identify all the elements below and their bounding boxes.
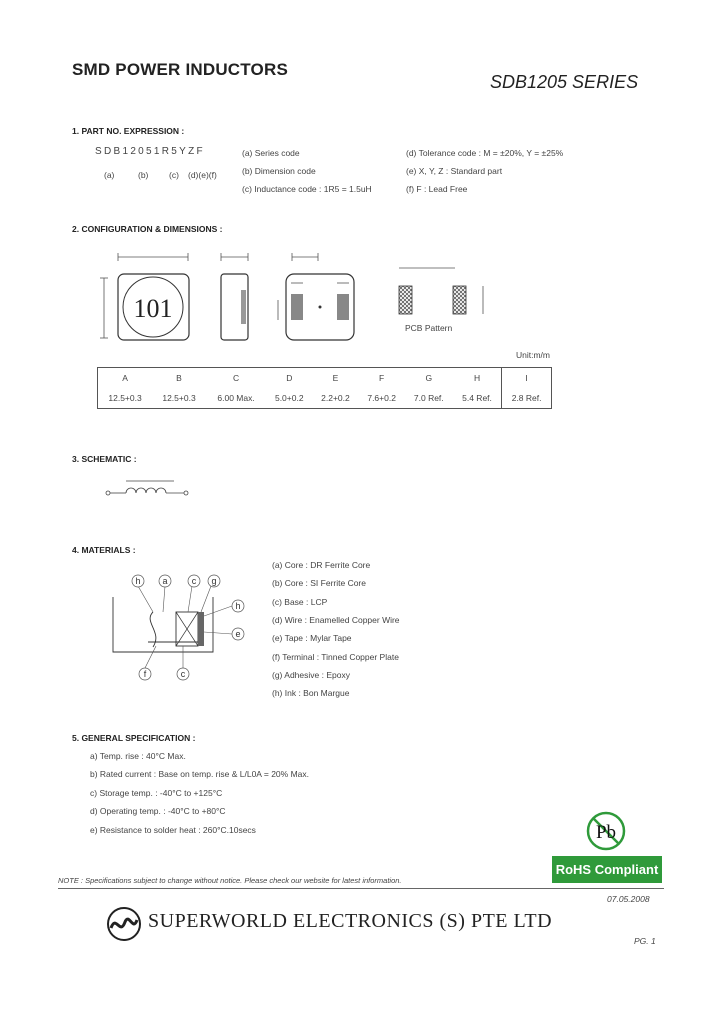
part-desc-c: (c) Inductance code : 1R5 = 1.5uH — [242, 184, 372, 194]
table-cell: D — [286, 373, 293, 383]
callout-h2: h — [235, 601, 241, 611]
spec-item: b) Rated current : Base on temp. rise & L/L0A = 20% Max. — [90, 769, 309, 779]
table-cell: H — [473, 373, 481, 383]
bottom-view-drawing — [270, 250, 360, 345]
part-desc-b: (b) Dimension code — [242, 166, 316, 176]
document-title: SMD POWER INDUCTORS — [72, 60, 288, 79]
footer-divider — [58, 888, 664, 889]
spec-item: e) Resistance to solder heat : 260°C.10secs — [90, 825, 256, 835]
config-heading: 2. CONFIGURATION & DIMENSIONS : — [72, 224, 223, 234]
table-cell: 6.00 Max. — [217, 393, 255, 403]
table-cell: E — [332, 373, 339, 383]
material-item: (h) Ink : Bon Margue — [272, 688, 350, 698]
table-cell: G — [425, 373, 433, 383]
callout-a: a — [162, 576, 168, 586]
footer-note: NOTE : Specifications subject to change without notice. Please check our website for latest information. — [58, 876, 402, 885]
general-heading: 5. GENERAL SPECIFICATION : — [72, 733, 196, 743]
table-cell: 7.6+0.2 — [367, 393, 396, 403]
materials-heading: 4. MATERIALS : — [72, 545, 136, 555]
table-cell: A — [122, 373, 128, 383]
material-item: (c) Base : LCP — [272, 597, 328, 607]
table-cell: 5.4 Ref. — [462, 393, 492, 403]
material-item: (e) Tape : Mylar Tape — [272, 633, 352, 643]
table-cell: 7.0 Ref. — [413, 393, 444, 403]
page-number: PG. 1 — [634, 936, 656, 946]
series-name: SDB1205 SERIES — [490, 72, 639, 92]
side-view-drawing — [215, 250, 255, 345]
schematic-heading: 3. SCHEMATIC : — [72, 454, 137, 464]
table-cell: C — [232, 373, 240, 383]
material-item: (d) Wire : Enamelled Copper Wire — [272, 615, 400, 625]
table-row — [98, 388, 552, 409]
part-desc-f: (f) F : Lead Free — [406, 184, 468, 194]
dimension-table — [97, 367, 552, 409]
material-item: (b) Core : SI Ferrite Core — [272, 578, 366, 588]
table-cell: 12.5+0.3 — [108, 393, 142, 403]
part-label-b: (b) — [138, 170, 149, 180]
callout-c2: c — [180, 669, 186, 679]
material-item: (a) Core : DR Ferrite Core — [272, 560, 371, 570]
spec-item: a) Temp. rise : 40°C Max. — [90, 751, 186, 761]
table-cell: 5.0+0.2 — [274, 393, 304, 403]
part-no-code: SDB12051R5YZF — [95, 146, 205, 157]
table-cell: F — [379, 373, 385, 383]
part-desc-e: (e) X, Y, Z : Standard part — [406, 166, 503, 176]
unit-label: Unit:m/m — [516, 350, 550, 360]
rohs-badge: RoHS Compliant — [552, 856, 662, 883]
part-desc-d: (d) Tolerance code : M = ±20%, Y = ±25% — [406, 148, 564, 158]
pb-free-icon — [584, 810, 628, 852]
table-cell: B — [176, 373, 182, 383]
cross-section-drawing — [108, 572, 258, 684]
table-row — [98, 368, 552, 389]
part-label-def: (d)(e)(f) — [188, 170, 217, 180]
company-logo-icon — [106, 906, 142, 942]
pb-text: Pb — [595, 822, 617, 843]
company-name: SUPERWORLD ELECTRONICS (S) PTE LTD — [148, 910, 553, 932]
document-date: 07.05.2008 — [607, 894, 650, 904]
table-cell: 2.2+0.2 — [321, 393, 350, 403]
pcb-pattern-drawing — [385, 260, 495, 330]
part-no-heading: 1. PART NO. EXPRESSION : — [72, 126, 185, 136]
table-cell: 12.5+0.3 — [162, 393, 196, 403]
marking-text: 101 — [133, 294, 173, 323]
callout-h: h — [135, 576, 141, 586]
callout-f: f — [143, 669, 147, 679]
spec-item: c) Storage temp. : -40°C to +125°C — [90, 788, 223, 798]
table-cell: 2.8 Ref. — [502, 388, 552, 409]
top-view-drawing — [98, 250, 208, 345]
spec-item: d) Operating temp. : -40°C to +80°C — [90, 806, 226, 816]
material-item: (g) Adhesive : Epoxy — [272, 670, 350, 680]
part-label-c: (c) — [169, 170, 179, 180]
part-desc-a: (a) Series code — [242, 148, 300, 158]
part-label-a: (a) — [104, 170, 115, 180]
pcb-pattern-label: PCB Pattern — [405, 323, 453, 333]
material-item: (f) Terminal : Tinned Copper Plate — [272, 652, 399, 662]
callout-g: g — [211, 576, 217, 586]
table-cell: I — [502, 368, 552, 389]
callout-e: e — [235, 629, 241, 639]
callout-c: c — [191, 576, 197, 586]
inductor-schematic — [104, 476, 194, 506]
